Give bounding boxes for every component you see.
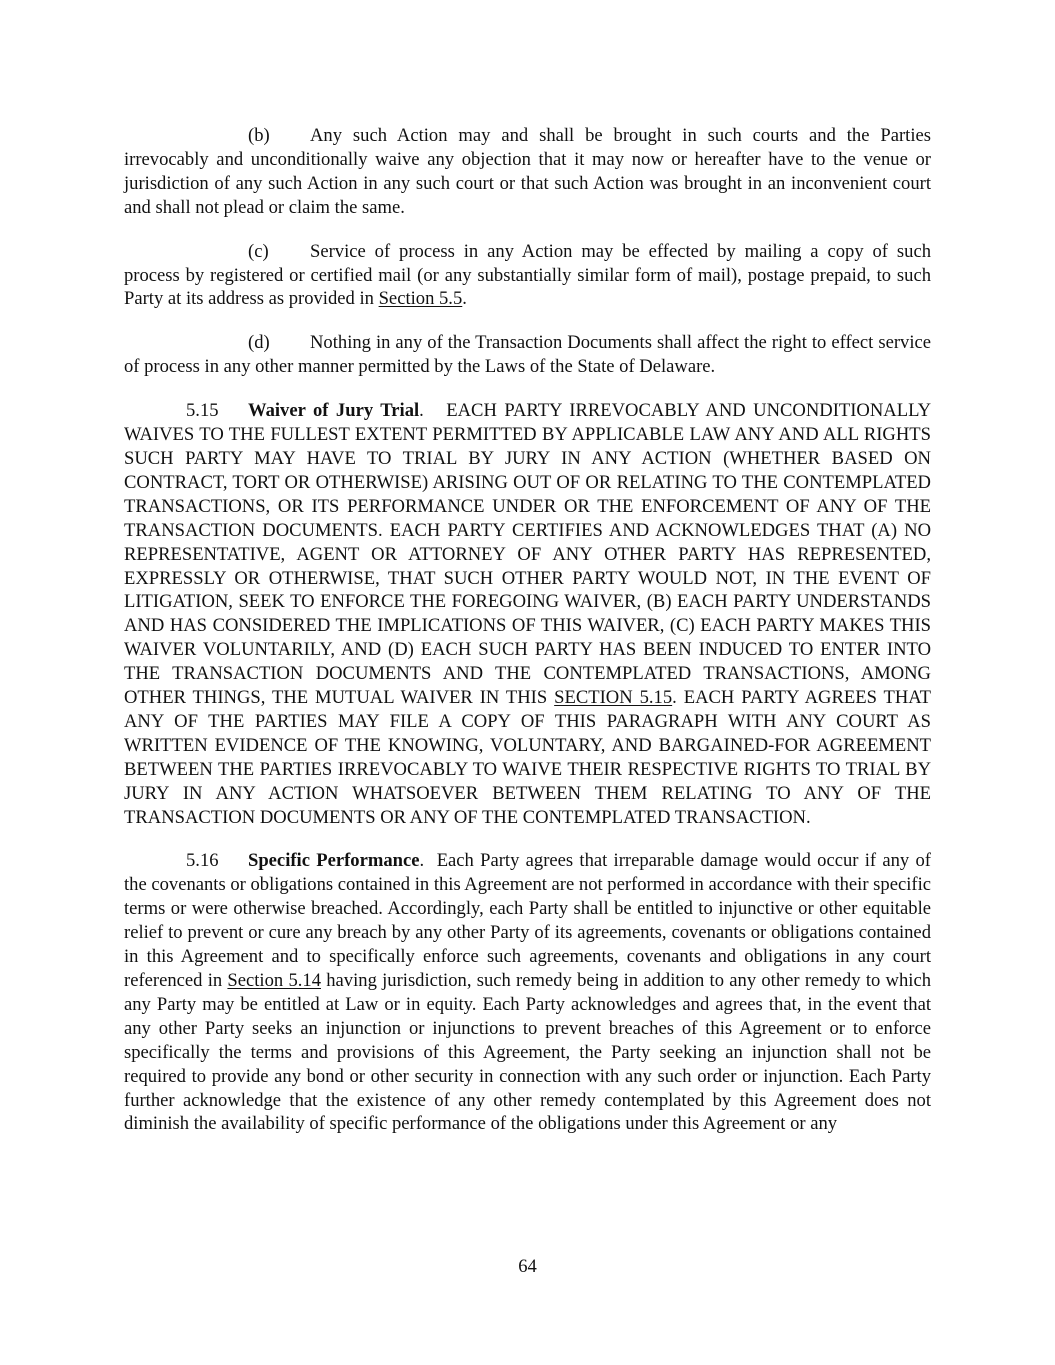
section-text: EACH PARTY IRREVOCABLY AND UNCONDITIONALLY WAIVES TO THE FULLEST EXTENT PERMITTED BY APPLICABLE LAW ANY AND ALL RIGHTS SUCH PARTY MAY HAVE TO TRIAL BY JURY IN ANY ACTION (WHETHER BASED ON CONTRACT, TORT OR OTHERWISE) ARISING OUT OF OR RELATING TO THE CONTEMPLATED TRANSACTIONS, OR ITS PERFORMANCE UNDER OR THE ENFORCEMENT OF ANY OF THE TRANSACTION DOCUMENTS. EACH PARTY CERTIFIES AND ACKNOWLEDGES THAT (A) NO REPRESENTATIVE, AGENT OR ATTORNEY OF ANY OTHER PARTY HAS REPRESENTED, EXPRESSLY OR OTHERWISE, THAT SUCH OTHER PARTY WOULD NOT, IN THE EVENT OF LITIGATION, SEEK TO ENFORCE THE FOREGOING WAIVER, (B) EACH PARTY UNDERSTANDS AND HAS CONSIDERED THE IMPLICATIONS OF THIS WAIVER, (C) EACH PARTY MAKES THIS WAIVER VOLUNTARILY, AND (D) EACH SUCH PARTY HAS BEEN INDUCED TO ENTER INTO THE TRANSACTION DOCUMENTS AND THE CONTEMPLATED TRANSACTIONS, AMONG OTHER THINGS, THE MUTUAL WAIVER IN THIS	[124, 400, 932, 709]
paragraph-text: Any such Action may and shall be brought in such courts and the Parties irrevocably and unconditionally waive any objection that it may now or hereafter have to the venue or jurisdiction of any such Action in any such court or that such Action was brought in an inconvenient court and shall not plead or claim the same.	[124, 125, 931, 218]
section-heading-punct: .	[419, 400, 424, 422]
section-text-end: . EACH PARTY AGREES THAT ANY OF THE PARTIES MAY FILE A COPY OF THIS PARAGRAPH WITH ANY COURT AS WRITTEN EVIDENCE OF THE KNOWING, VOLUNTARY, AND BARGAINED-FOR AGREEMENT BETWEEN THE PARTIES IRREVOCABLY TO WAIVE THEIR RESPECTIVE RIGHTS TO TRIAL BY JURY IN ANY ACTION WHATSOEVER BETWEEN THEM RELATING TO ANY OF THE TRANSACTION DOCUMENTS OR ANY OF THE CONTEMPLATED TRANSACTION.	[124, 687, 932, 828]
section-number: 5.16	[186, 850, 219, 872]
paragraph-d	[124, 331, 931, 379]
section-text: Each Party agrees that irreparable damage would occur if any of the covenants or obligations contained in this Agreement are not performed in accordance with their specific terms or were otherwise breached. Accordingly, each Party shall be entitled to injunctive or other equitable relief to prevent or cure any breach by any other Party of its agreements, covenants or obligations contained in this Agreement and to specifically enforce such agreements, covenants and obligations in any court referenced in	[124, 850, 931, 991]
paragraph-text: Nothing in any of the Transaction Documents shall affect the right to effect service of process in any other manner permitted by the Laws of the State of Delaware.	[124, 332, 931, 378]
paragraph-label: (b)	[248, 125, 270, 146]
section-5-15	[124, 399, 931, 829]
section-number: 5.15	[186, 400, 219, 422]
section-text-end: having jurisdiction, such remedy being in addition to any other remedy to which any Party may be entitled at Law or in equity. Each Party acknowledges and agrees that, in the event that any other Party seeks an injunction or injunctions to prevent breaches of this Agreement or to enforce specifically the terms and provisions of this Agreement, the Party seeking an injunction shall not be required to provide any bond or other security in connection with any such order or injunction. Each Party further acknowledge that the existence of any other remedy contemplated by this Agreement does not diminish the availability of specific performance of the obligations under this Agreement or any	[124, 970, 931, 1135]
paragraph-b	[124, 124, 931, 220]
section-5-16	[124, 849, 931, 1136]
section-heading: Specific Performance	[248, 850, 420, 872]
section-heading: Waiver of Jury Trial	[248, 400, 420, 422]
section-reference-link[interactable]: Section 5.5	[378, 288, 463, 310]
page-number: 64	[518, 1256, 537, 1277]
paragraph-label: (c)	[248, 240, 269, 262]
document-page	[124, 124, 931, 1136]
section-heading-punct: .	[419, 850, 425, 872]
paragraph-c	[124, 240, 931, 312]
paragraph-label: (d)	[248, 332, 270, 354]
paragraph-text-end: .	[462, 288, 467, 310]
section-reference-link[interactable]: SECTION 5.15	[554, 687, 673, 709]
paragraph-text: Service of process in any Action may be effected by mailing a copy of such process by registered or certified mail (or any substantially similar form of mail), postage prepaid, to such Party at its address as provided in	[124, 240, 931, 310]
section-reference-link[interactable]: Section 5.14	[227, 970, 321, 991]
